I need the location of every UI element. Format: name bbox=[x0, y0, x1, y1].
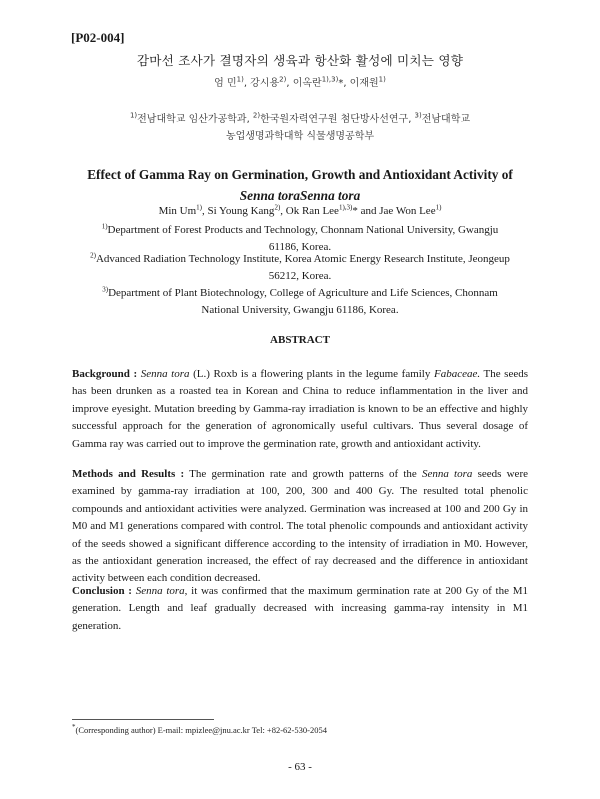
abstract-methods-results: Methods and Results : The germination rate and growth patterns of the Senna tora seeds were examined by gamma-ray irradiation at 100, 200, 300 and 400 Gy. The resulted total phenolic compounds and antioxidant activities were analyzed. Germination was increased at 100 and 200 Gy in M0 and M1 generations compared with control. The total phenolic compounds and antioxidant activity of the seeds showed a significant difference according to the intensity of irradiation in M0. However, as the antioxidant generation increased, the effect of ray decreased and the difference in antioxidant activity between each condition decreased. bbox=[72, 468, 528, 585]
affiliation-2: $^{2)}$Advanced Radiation Technology Institute, Korea Atomic Energy Research Institute, Jeongeup 56212, Korea. bbox=[90, 251, 510, 282]
abstract-background: Background : Senna tora (L.) Roxb is a flowering plants in the legume family Fabaceae. The seeds has been drunken as a roasted tea in Korean and China to reduce inflammentation in the liver and improve eyesight. Mutation breeding by Gamma-ray irradiation is known to be an effective and highly successful approach for the generation of agronomically useful cultivars. Thus several dosage of Gamma ray was carried out to improve the germination rate, growth and antioxidant activity. bbox=[72, 368, 528, 450]
affiliation-1: $^{1)}$Department of Forest Products and Technology, Chonnam National University, Gwangju 61186, Korea. bbox=[101, 222, 499, 253]
footnote-divider bbox=[72, 719, 214, 720]
korean-affiliations bbox=[40, 111, 560, 145]
korean-affiliation-line-2: 농업생명과학대학 식물생명공학부 bbox=[225, 131, 375, 142]
korean-affiliation-line-1: $^{1)}$전남대학교 임산가공학과, $^{2)}$한국원자력연구원 첨단방사선연구, $^{3)}$전남대학교 bbox=[129, 111, 471, 125]
english-title: Effect of Gamma Ray on Germination, Growth and Antioxidant Activity of Senna toraSenna tora bbox=[87, 167, 513, 203]
abstract-heading: ABSTRACT bbox=[270, 334, 330, 346]
korean-title: 감마선 조사가 결명자의 생육과 항산화 활성에 미치는 영향 bbox=[136, 53, 464, 68]
abstract-conclusion: Conclusion : Senna tora, it was confirmed that the maximum germination rate at 200 Gy of the M1 generation. Length and leaf gradually decreased with increasing gamma-ray intensity in M1 generation. bbox=[72, 585, 528, 632]
affiliation-3: $^{3)}$Department of Plant Biotechnology, College of Agriculture and Life Sciences, Chonnam National University, Gwangju 61186, Korea. bbox=[102, 285, 498, 316]
korean-authors: 엄 민$^{1)}$, 강시용$^{2)}$, 이옥란$^{1),3)}$*, 이재원$^{1)}$ bbox=[214, 75, 386, 89]
english-authors: Min Um$^{1)}$, Si Young Kang$^{2)}$, Ok Ran Lee$^{1),3)}$* and Jae Won Lee$^{1)}$ bbox=[158, 203, 442, 217]
footnote-corresponding-author: *(Corresponding author) E-mail: mpizlee@jnu.ac.kr Tel: +82-62-530-2054 bbox=[72, 723, 327, 735]
poster-code: [P02-004] bbox=[71, 30, 125, 45]
page-number: - 63 - bbox=[288, 761, 312, 773]
